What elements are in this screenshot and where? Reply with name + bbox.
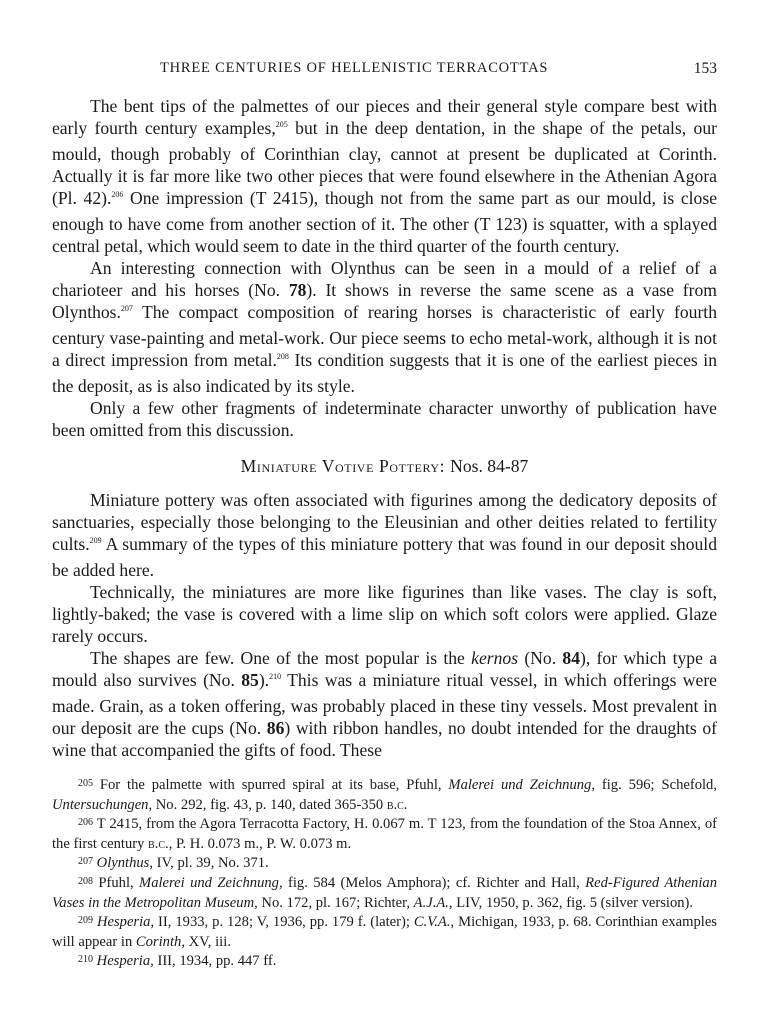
paragraph-olynthus bbox=[52, 257, 717, 397]
text-span: , P. H. 0.073 m., P. W. 0.073 m. bbox=[168, 836, 352, 853]
text-span: ) with ribbon handles, no doubt intended for the draughts of wine that accompanied the gifts of food. These bbox=[52, 718, 717, 760]
section-title: Miniature Votive Pottery: bbox=[240, 456, 446, 476]
footnote-number: 210 bbox=[78, 953, 93, 965]
footnote-ref-206: 206 bbox=[111, 190, 124, 199]
footnote-207 bbox=[52, 854, 717, 874]
paragraph-technically: Technically, the miniatures are more like figurines than like vases. The clay is soft, lightly-baked; the vase is covered with a lime slip on which soft colors were applied. Glaze rarely occurs. bbox=[52, 582, 717, 646]
footnotes bbox=[52, 776, 717, 972]
italic-title: A.J.A. bbox=[413, 895, 449, 912]
italic-title: Hesperia bbox=[93, 952, 151, 969]
text-span: , XV, iii. bbox=[181, 934, 231, 951]
text-span: The shapes are few. One of the most popular is the bbox=[90, 648, 472, 668]
section-heading bbox=[52, 455, 717, 477]
footnote-number: 206 bbox=[78, 816, 93, 828]
footnote-number: 207 bbox=[78, 855, 93, 867]
text-span: , fig. 584 (Melos Amphora); cf. Richter and Hall, bbox=[278, 875, 586, 892]
paragraph-palmettes bbox=[52, 95, 717, 257]
text-span: This was a miniature ritual vessel, in which offerings were made. Grain, as a token offering, was probably placed in these tiny vessels. Most prevalent in our deposit are the cups (No. bbox=[52, 670, 717, 738]
paragraph-shapes bbox=[52, 647, 717, 761]
text-span: The compact composition of rearing horses is characteristic of early fourth century vase-painting and metal-work. Our piece seems to echo metal-work, although it is not a direct impression from metal. bbox=[52, 302, 717, 370]
catalogue-number: 78 bbox=[288, 280, 307, 300]
text-span: , No. 172, pl. 167; Richter, bbox=[254, 895, 414, 912]
paragraph-miniature-pottery bbox=[52, 489, 717, 581]
section-numbers: Nos. 84-87 bbox=[450, 456, 529, 476]
text-span: For the palmette with spurred spiral at its base, Pfuhl, bbox=[93, 777, 449, 793]
footnote-number: 208 bbox=[78, 876, 93, 888]
footnote-205 bbox=[52, 776, 717, 815]
text-span: T 2415, from the Agora Terracotta Factory, H. 0.067 m. T 123, from the foundation of the Stoa Annex, of the first century bbox=[52, 815, 717, 853]
text-span: , No. 292, fig. 43, p. 140, dated 365-350 bbox=[148, 797, 387, 814]
italic-title: Malerei und Zeichnung bbox=[139, 875, 279, 892]
catalogue-number: 86 bbox=[266, 718, 285, 738]
text-span: , Michigan, 1933, p. 68. Corinthian examples will appear in bbox=[52, 913, 717, 951]
text-span: , IV, pl. 39, No. 371. bbox=[149, 854, 269, 871]
footnote-210 bbox=[52, 952, 717, 972]
running-header bbox=[52, 60, 717, 84]
italic-title: Red-Figured Athenian Vases in the Metropolitan Museum bbox=[52, 875, 718, 912]
text-span: , II, 1933, p. 128; V, 1936, pp. 179 f. (later); bbox=[150, 913, 414, 930]
italic-title: Malerei und Zeichnung bbox=[448, 777, 592, 793]
text-span: Pfuhl, bbox=[93, 875, 140, 892]
italic-title: Hesperia bbox=[93, 913, 151, 930]
footnote-208 bbox=[52, 874, 717, 913]
era-abbrev: b.c. bbox=[386, 797, 408, 814]
text-span: ). bbox=[258, 670, 270, 690]
footnote-number: 209 bbox=[78, 914, 93, 926]
text-span: A summary of the types of this miniature pottery that was found in our deposit should be added here. bbox=[52, 534, 717, 580]
text-span: , III, 1934, pp. 447 ff. bbox=[150, 952, 277, 969]
footnote-206 bbox=[52, 815, 717, 854]
footnote-ref-208: 208 bbox=[276, 352, 289, 361]
footnote-ref-205: 205 bbox=[275, 120, 288, 129]
main-text bbox=[52, 95, 717, 761]
italic-term: kernos bbox=[471, 648, 519, 668]
text-span: (No. bbox=[518, 648, 563, 668]
footnote-ref-209: 209 bbox=[89, 536, 102, 545]
catalogue-number: 85 bbox=[241, 670, 259, 690]
text-span: An interesting connection with Olynthus can be seen in a mould of a relief of a charioteer and his horses (No. bbox=[52, 258, 717, 300]
text-span: Its condition suggests that it is one of the earliest pieces in the deposit, as is also indicated by its style. bbox=[52, 350, 717, 396]
footnote-ref-207: 207 bbox=[120, 304, 133, 313]
text-span: , LIV, 1950, p. 362, fig. 5 (silver version). bbox=[448, 895, 694, 912]
text-span: One impression (T 2415), though not from the same part as our mould, is close enough to have come from another section of it. The other (T 123) is squatter, with a splayed central petal, which would seem to date in the third quarter of the fourth century. bbox=[52, 188, 718, 256]
text-span: Miniature pottery was often associated with figurines among the dedicatory deposits of sanctuaries, especially those belonging to the Eleusinian and other deities related to fertility cults. bbox=[52, 490, 717, 554]
italic-title: Untersuchungen bbox=[52, 797, 149, 814]
text-span: , fig. 596; Schefold, bbox=[591, 777, 717, 793]
text-span: but in the deep dentation, in the shape of the petals, our mould, though probably of Corinthian clay, cannot at present be duplicated at Corinth. Actually it is far more like two other pieces that were found elsewhere in the Athenian Agora (Pl. 42). bbox=[52, 118, 717, 208]
catalogue-number: 84 bbox=[562, 648, 580, 668]
era-abbrev: b.c. bbox=[148, 836, 169, 853]
italic-title: Corinth bbox=[135, 934, 182, 951]
text-span: The bent tips of the palmettes of our pieces and their general style compare best with early fourth century examples, bbox=[52, 96, 717, 138]
footnote-number: 205 bbox=[78, 778, 93, 789]
running-title: THREE CENTURIES OF HELLENISTIC TERRACOTTAS bbox=[160, 60, 549, 76]
footnote-209 bbox=[52, 913, 717, 952]
text-span: ). It shows in reverse the same scene as a vase from Olynthos. bbox=[52, 280, 717, 322]
italic-title: C.V.A. bbox=[413, 913, 451, 930]
paragraph-omitted: Only a few other fragments of indeterminate character unworthy of publication have been omitted from this discussion. bbox=[52, 398, 717, 440]
text-span: ), for which type a mould also survives (No. bbox=[52, 648, 718, 690]
page-number: 153 bbox=[693, 60, 717, 77]
italic-title: Olynthus bbox=[93, 854, 150, 871]
footnote-ref-210: 210 bbox=[269, 672, 282, 681]
